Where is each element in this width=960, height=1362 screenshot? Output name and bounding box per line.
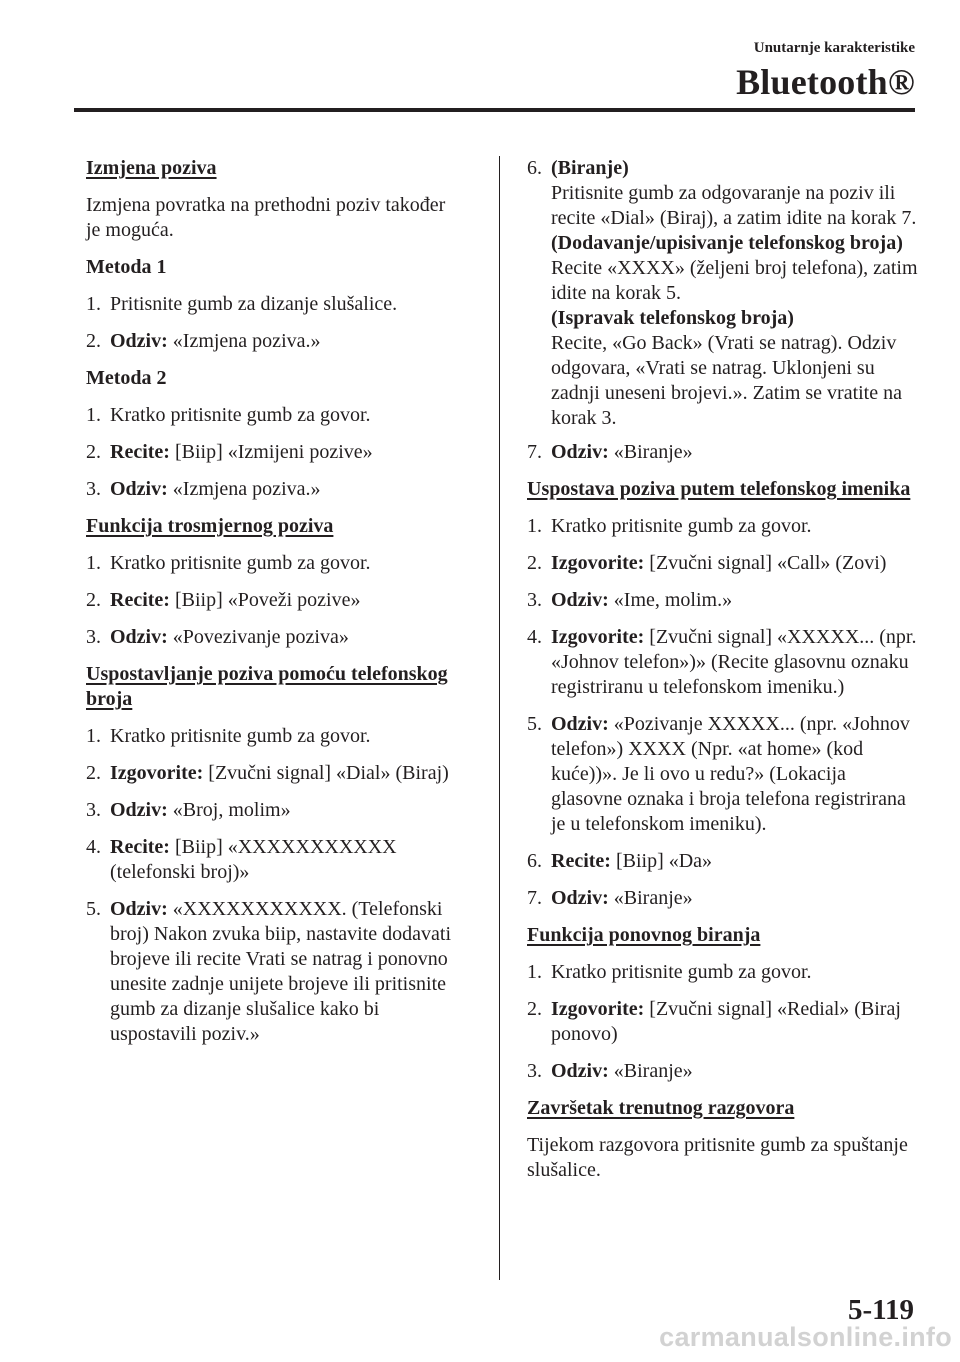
step-keyword: Odziv: bbox=[110, 478, 168, 500]
step-text: Kratko pritisnite gumb za govor. bbox=[110, 725, 371, 747]
list-item bbox=[527, 1059, 921, 1084]
list-item bbox=[86, 292, 460, 317]
step-keyword: Odziv: bbox=[551, 1060, 609, 1082]
step-keyword: Odziv: bbox=[551, 887, 609, 909]
list-item bbox=[86, 440, 460, 465]
step-number: 1. bbox=[527, 961, 542, 983]
list-item bbox=[527, 588, 921, 613]
step-keyword: Odziv: bbox=[110, 799, 168, 821]
step-text: «Biranje» bbox=[608, 441, 693, 463]
step-keyword: Izgovorite: bbox=[551, 552, 645, 574]
heading-call-by-number: Uspostavljanje poziva pomoću telefonskog broja bbox=[86, 663, 448, 710]
step-number: 2. bbox=[527, 998, 542, 1020]
step-number: 3. bbox=[86, 799, 101, 821]
step-number: 7. bbox=[527, 887, 542, 909]
list-item bbox=[527, 886, 921, 911]
list-item bbox=[527, 712, 921, 837]
step-number: 1. bbox=[527, 515, 542, 537]
step-keyword: Recite: bbox=[551, 850, 611, 872]
list-item bbox=[527, 625, 921, 700]
step-keyword: Odziv: bbox=[551, 589, 609, 611]
paragraph: Izmjena povratka na prethodni poziv također je moguća. bbox=[86, 194, 446, 241]
step-keyword: Recite: bbox=[110, 441, 170, 463]
step-text: [Biip] «Izmijeni pozive» bbox=[169, 441, 373, 463]
step-text: «Povezivanje poziva» bbox=[167, 626, 349, 648]
step-keyword: Odziv: bbox=[551, 713, 609, 735]
heading-phonebook-call: Uspostava poziva putem telefonskog imenika bbox=[527, 478, 911, 500]
step-text: «Pozivanje XXXXX... (npr. «Johnov telefon») XXXX (Npr. «at home» (kod kuće))». Je li ovo u redu?» (Lokacija glasovne oznaka i broja telefona registrirana je u telefonskom imeniku). bbox=[551, 713, 910, 835]
list-item bbox=[86, 403, 460, 428]
step-keyword: Izgovorite: bbox=[551, 626, 645, 648]
list-item bbox=[527, 997, 921, 1047]
list-item bbox=[86, 477, 460, 502]
list-item bbox=[527, 960, 921, 985]
step-text: Recite «XXXX» (željeni broj telefona), zatim idite na korak 5. bbox=[551, 257, 918, 304]
step-number: 5. bbox=[86, 898, 101, 920]
step-keyword: Izgovorite: bbox=[110, 762, 204, 784]
list-item bbox=[527, 551, 921, 576]
step-number: 3. bbox=[86, 478, 101, 500]
list-item bbox=[86, 761, 460, 786]
step-number: 4. bbox=[527, 626, 542, 648]
step-keyword: Odziv: bbox=[551, 441, 609, 463]
right-column bbox=[527, 156, 921, 1195]
step-number: 1. bbox=[86, 293, 101, 315]
list-item bbox=[86, 329, 460, 354]
step-number: 5. bbox=[527, 713, 542, 735]
step-text: «Izmjena poziva.» bbox=[167, 330, 321, 352]
list-item bbox=[86, 835, 460, 885]
header-rule bbox=[74, 108, 915, 112]
list-item bbox=[527, 514, 921, 539]
step-number: 6. bbox=[527, 157, 542, 179]
left-column bbox=[86, 156, 460, 1059]
step-keyword: Recite: bbox=[110, 836, 170, 858]
step-text: Pritisnite gumb za dizanje slušalice. bbox=[110, 293, 398, 315]
step-number: 2. bbox=[86, 762, 101, 784]
list-item bbox=[86, 588, 460, 613]
list-item bbox=[527, 156, 921, 431]
step-number: 3. bbox=[527, 589, 542, 611]
heading-three-way-call: Funkcija trosmjernog poziva bbox=[86, 515, 334, 537]
step-number: 2. bbox=[86, 441, 101, 463]
list-item bbox=[86, 897, 460, 1047]
step-number: 3. bbox=[86, 626, 101, 648]
step-text: «Broj, molim» bbox=[167, 799, 291, 821]
step-number: 2. bbox=[86, 330, 101, 352]
step-text: Kratko pritisnite gumb za govor. bbox=[551, 515, 812, 537]
step-number: 1. bbox=[86, 725, 101, 747]
step-text: «Ime, molim.» bbox=[608, 589, 733, 611]
heading-end-call: Završetak trenutnog razgovora bbox=[527, 1097, 795, 1119]
step-text: Kratko pritisnite gumb za govor. bbox=[551, 961, 812, 983]
watermark: carmanualsonline.info bbox=[659, 1322, 952, 1352]
step-text: [Zvučni signal] «Dial» (Biraj) bbox=[203, 762, 449, 784]
sub-title: (Biranje) bbox=[551, 157, 629, 179]
step-text: Kratko pritisnite gumb za govor. bbox=[110, 552, 371, 574]
list-item bbox=[527, 440, 921, 465]
list-item bbox=[86, 798, 460, 823]
step-number: 1. bbox=[86, 552, 101, 574]
step-keyword: Odziv: bbox=[110, 330, 168, 352]
step-text: Kratko pritisnite gumb za govor. bbox=[110, 404, 371, 426]
step-text: [Biip] «Poveži pozive» bbox=[169, 589, 361, 611]
method-label: Metoda 1 bbox=[86, 256, 167, 278]
step-text: [Biip] «XXXXXXXXXXX (telefonski broj)» bbox=[110, 836, 397, 883]
step-keyword: Odziv: bbox=[110, 898, 168, 920]
sub-title: (Ispravak telefonskog broja) bbox=[551, 307, 794, 329]
step-text: Pritisnite gumb za odgovaranje na poziv ili recite «Dial» (Biraj), a zatim idite na korak 7. bbox=[551, 182, 917, 229]
step-number: 2. bbox=[86, 589, 101, 611]
step-number: 7. bbox=[527, 441, 542, 463]
list-item bbox=[527, 849, 921, 874]
step-keyword: Izgovorite: bbox=[551, 998, 645, 1020]
step-text: «Izmjena poziva.» bbox=[167, 478, 321, 500]
step-text: [Zvučni signal] «XXXXX... (npr. «Johnov telefon»)» (Recite glasovnu oznaku registriranu u telefonskom imeniku.) bbox=[551, 626, 917, 698]
list-item bbox=[86, 625, 460, 650]
paragraph: Tijekom razgovora pritisnite gumb za spuštanje slušalice. bbox=[527, 1134, 908, 1181]
page-number: 5-119 bbox=[847, 1294, 914, 1326]
sub-title: (Dodavanje/upisivanje telefonskog broja) bbox=[551, 232, 903, 254]
method-label: Metoda 2 bbox=[86, 367, 167, 389]
column-divider bbox=[499, 156, 500, 1280]
step-text: «Biranje» bbox=[608, 887, 693, 909]
section-label: Unutarnje karakteristike bbox=[753, 40, 915, 56]
step-text: [Zvučni signal] «Redial» (Biraj ponovo) bbox=[551, 998, 901, 1045]
list-item bbox=[86, 724, 460, 749]
step-text: [Biip] «Da» bbox=[610, 850, 713, 872]
step-number: 1. bbox=[86, 404, 101, 426]
heading-call-swap: Izmjena poziva bbox=[86, 157, 217, 179]
page-title: Bluetooth® bbox=[736, 62, 915, 102]
step-text: [Zvučni signal] «Call» (Zovi) bbox=[644, 552, 887, 574]
step-keyword: Odziv: bbox=[110, 626, 168, 648]
heading-redial: Funkcija ponovnog biranja bbox=[527, 924, 761, 946]
step-number: 3. bbox=[527, 1060, 542, 1082]
step-text: «XXXXXXXXXXX. (Telefonski broj) Nakon zvuka biip, nastavite dodavati brojeve ili recite Vrati se natrag i ponovno unesite zadnje unijete brojeve ili pritisnite gumb za dizanje slušalice kako bi uspostavili poziv.» bbox=[110, 898, 452, 1045]
step-text: «Biranje» bbox=[608, 1060, 693, 1082]
step-number: 2. bbox=[527, 552, 542, 574]
step-text: Recite, «Go Back» (Vrati se natrag). Odziv odgovara, «Vrati se natrag. Uklonjeni su zadnji uneseni brojevi.». Zatim se vratite na korak 3. bbox=[551, 332, 902, 429]
list-item bbox=[86, 551, 460, 576]
step-keyword: Recite: bbox=[110, 589, 170, 611]
step-number: 4. bbox=[86, 836, 101, 858]
step-number: 6. bbox=[527, 850, 542, 872]
